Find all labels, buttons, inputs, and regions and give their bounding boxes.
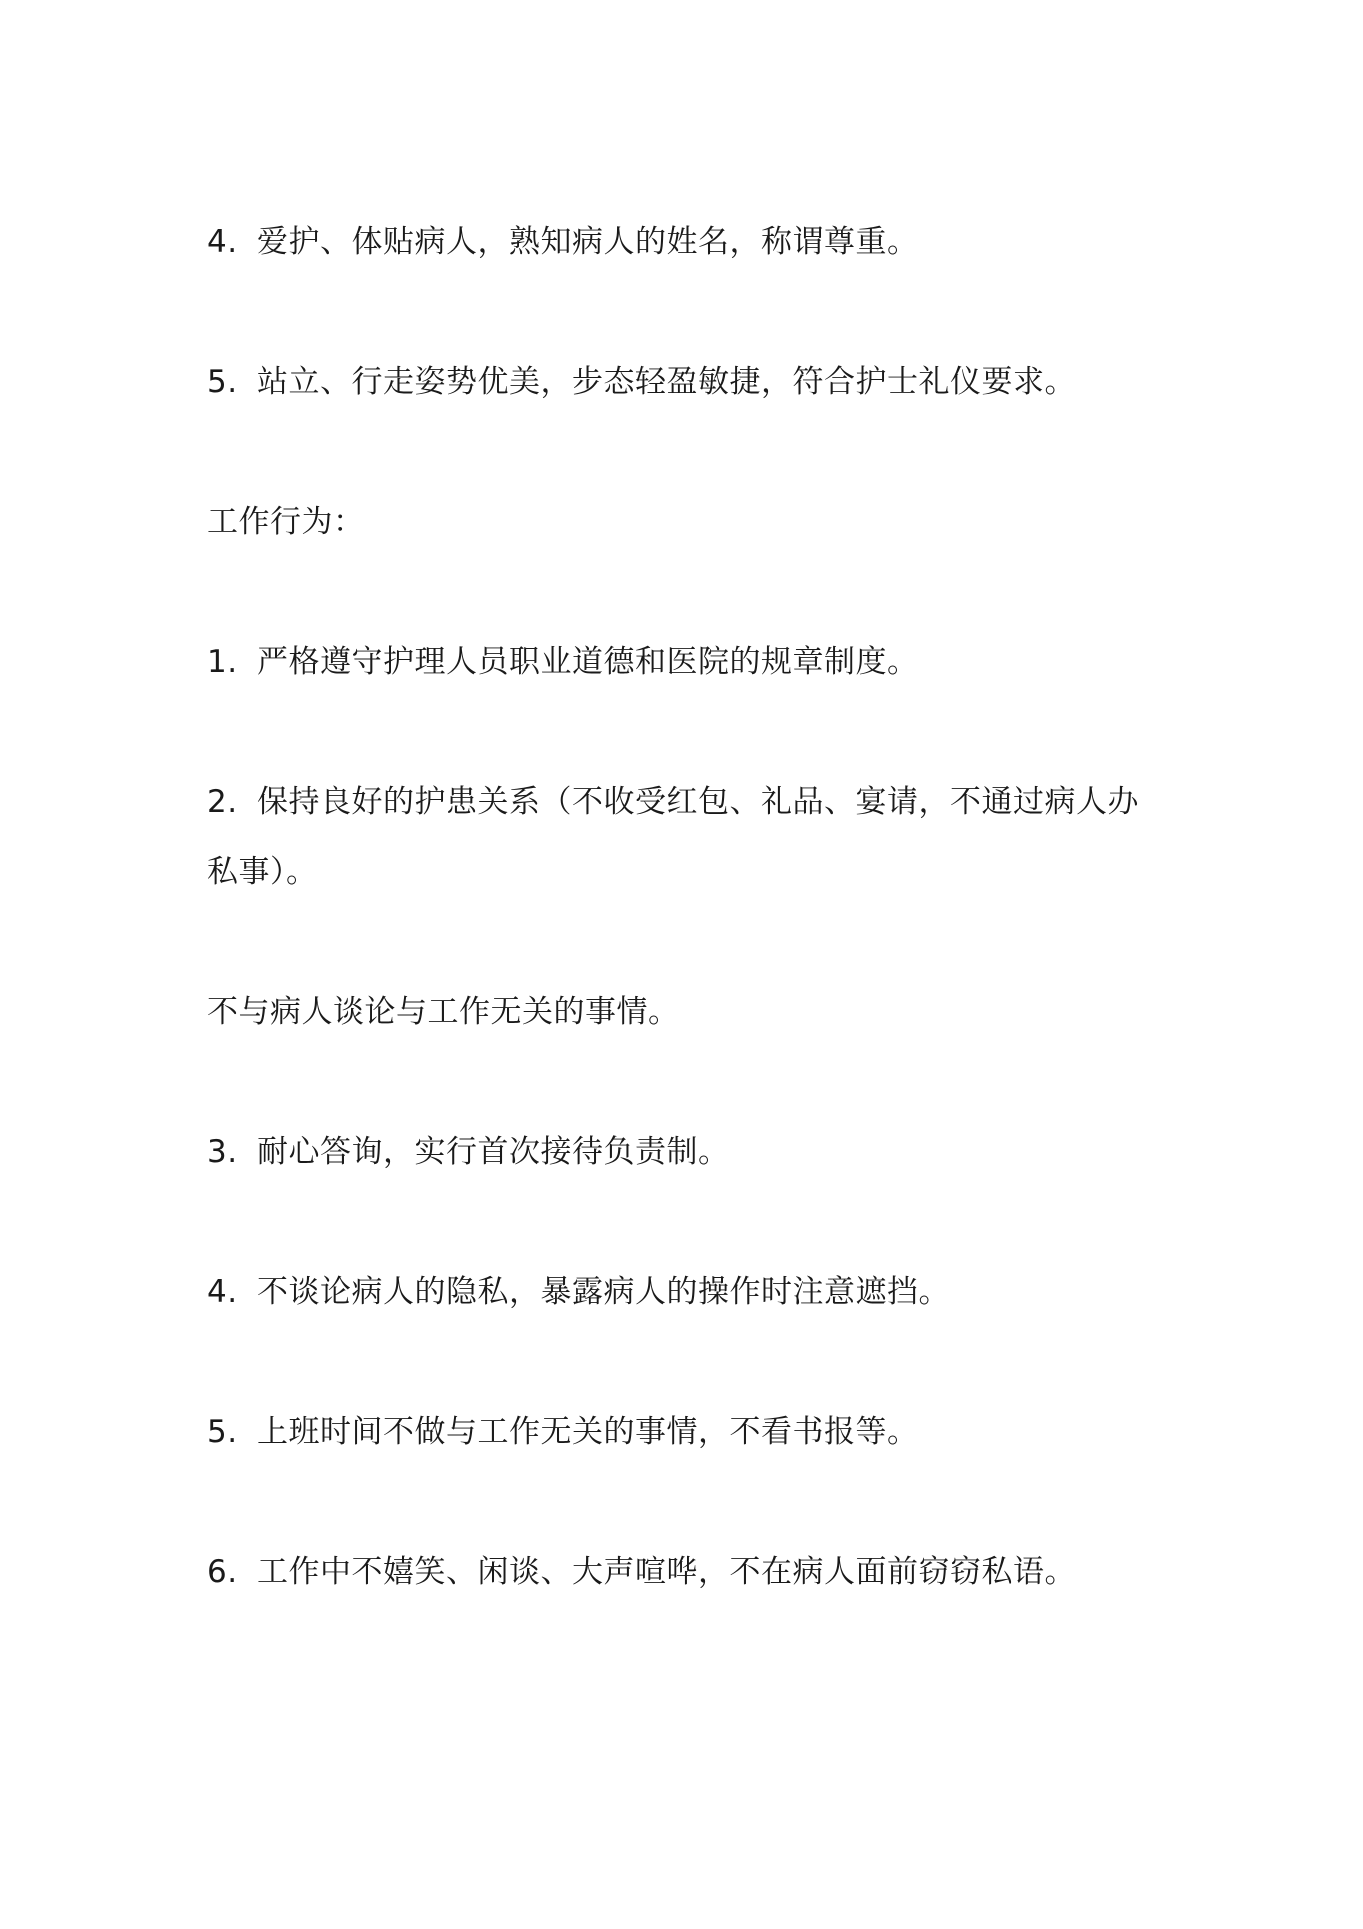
paragraph-text: 耐心答询，实行首次接待负责制。 [257, 1134, 730, 1170]
paragraph-work-2-continued [207, 977, 1167, 1047]
paragraph-text: 不谈论病人的隐私，暴露病人的操作时注意遮挡。 [257, 1274, 950, 1310]
paragraph-text: 严格遵守护理人员职业道德和医院的规章制度。 [257, 644, 919, 680]
paragraph-text: 工作中不嬉笑、闲谈、大声喧哗，不在病人面前窃窃私语。 [257, 1554, 1076, 1590]
list-number: 2. [207, 784, 238, 820]
paragraph-etiquette-5 [207, 347, 1167, 417]
paragraph-text: 爱护、体贴病人，熟知病人的姓名，称谓尊重。 [257, 224, 919, 260]
paragraph-work-5 [207, 1397, 1167, 1467]
list-number: 1. [207, 644, 238, 680]
paragraph-work-2 [207, 767, 1167, 907]
paragraph-work-4 [207, 1257, 1167, 1327]
section-heading-work-behavior [207, 487, 1167, 557]
list-number: 4. [207, 1274, 238, 1310]
list-number: 5. [207, 1414, 238, 1450]
paragraph-text: 站立、行走姿势优美，步态轻盈敏捷，符合护士礼仪要求。 [257, 364, 1076, 400]
paragraph-text: 不与病人谈论与工作无关的事情。 [207, 994, 680, 1030]
paragraph-work-1 [207, 627, 1167, 697]
paragraph-work-3 [207, 1117, 1167, 1187]
list-number: 3. [207, 1134, 238, 1170]
paragraph-text: 上班时间不做与工作无关的事情，不看书报等。 [257, 1414, 919, 1450]
paragraph-work-6 [207, 1537, 1167, 1607]
list-number: 5. [207, 364, 238, 400]
heading-text: 工作行为： [207, 504, 365, 540]
paragraph-text: 保持良好的护患关系（不收受红包、礼品、宴请，不通过病人办私事）。 [207, 784, 1139, 890]
paragraph-etiquette-4 [207, 207, 1167, 277]
list-number: 4. [207, 224, 238, 260]
list-number: 6. [207, 1554, 238, 1590]
